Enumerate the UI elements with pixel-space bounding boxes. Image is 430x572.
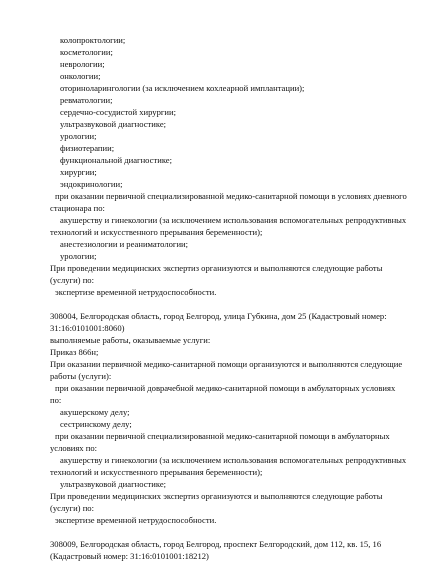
address-line: 31:16:0101001:8060) (50, 323, 125, 333)
text-line: При проведении медицинских экспертиз организуются и выполняются следующие работы (50, 263, 383, 273)
text-line: стационара по: (50, 203, 105, 213)
text-line: урологии; (60, 131, 97, 141)
text-line: технологий и искусственного прерывания беременности); (50, 467, 263, 477)
text-line: косметологии; (60, 47, 113, 57)
address-line: 308004, Белгородская область, город Белгород, улица Губкина, дом 25 (Кадастровый номер: (50, 311, 387, 321)
text-line: ультразвуковой диагностике; (60, 119, 167, 129)
text-line: сердечно-сосудистой хирургии; (60, 107, 177, 117)
text-line: При оказании первичной медико-санитарной помощи организуются и выполняются следующие (50, 359, 403, 369)
text-line: хирургии; (60, 167, 97, 177)
text-line: При проведении медицинских экспертиз организуются и выполняются следующие работы (50, 491, 383, 501)
text-line: работы (услуги): (50, 371, 112, 381)
text-line: акушерству и гинекологии (за исключением использования вспомогательных репродуктивных (60, 455, 407, 465)
text-line: технологий и искусственного прерывания беременности); (50, 227, 263, 237)
text-line: условиях по: (50, 443, 98, 453)
text-line: акушерскому делу; (60, 407, 130, 417)
text-line: онкологии; (60, 71, 101, 81)
text-line: физиотерапии; (60, 143, 115, 153)
text-line: (услуги) по: (50, 275, 94, 285)
text-line: ультразвуковой диагностике; (60, 479, 167, 489)
address-line: (Кадастровый номер: 31:16:0101001:18212) (50, 551, 209, 561)
text-line: эндокринологии; (60, 179, 123, 189)
text-line: экспертизе временной нетрудоспособности. (55, 515, 217, 525)
address-line: 308009, Белгородская область, город Белгород, проспект Белгородский, дом 112, кв. 15, 16 (50, 539, 382, 549)
text-line: при оказании первичной специализированной медико-санитарной помощи в условиях дневного (55, 191, 407, 201)
text-line: по: (50, 395, 62, 405)
text-line: выполняемые работы, оказываемые услуги: (50, 335, 211, 345)
text-line: при оказании первичной доврачебной медико-санитарной помощи в амбулаторных условиях (55, 383, 396, 393)
text-line: сестринскому делу; (60, 419, 132, 429)
text-line: (услуги) по: (50, 503, 94, 513)
text-line: колопроктологии; (60, 35, 126, 45)
text-line: акушерству и гинекологии (за исключением использования вспомогательных репродуктивных (60, 215, 407, 225)
text-line: функциональной диагностике; (60, 155, 173, 165)
text-line: при оказании первичной специализированной медико-санитарной помощи в амбулаторных (55, 431, 390, 441)
text-line: неврологии; (60, 59, 105, 69)
text-line: урологии; (60, 251, 97, 261)
text-line: анестезиологии и реаниматологии; (60, 239, 189, 249)
text-line: ревматологии; (60, 95, 113, 105)
text-line: Приказ 866н; (50, 347, 99, 357)
text-line: оториноларингологии (за исключением кохлеарной имплантации); (60, 83, 305, 93)
text-line: экспертизе временной нетрудоспособности. (55, 287, 217, 297)
